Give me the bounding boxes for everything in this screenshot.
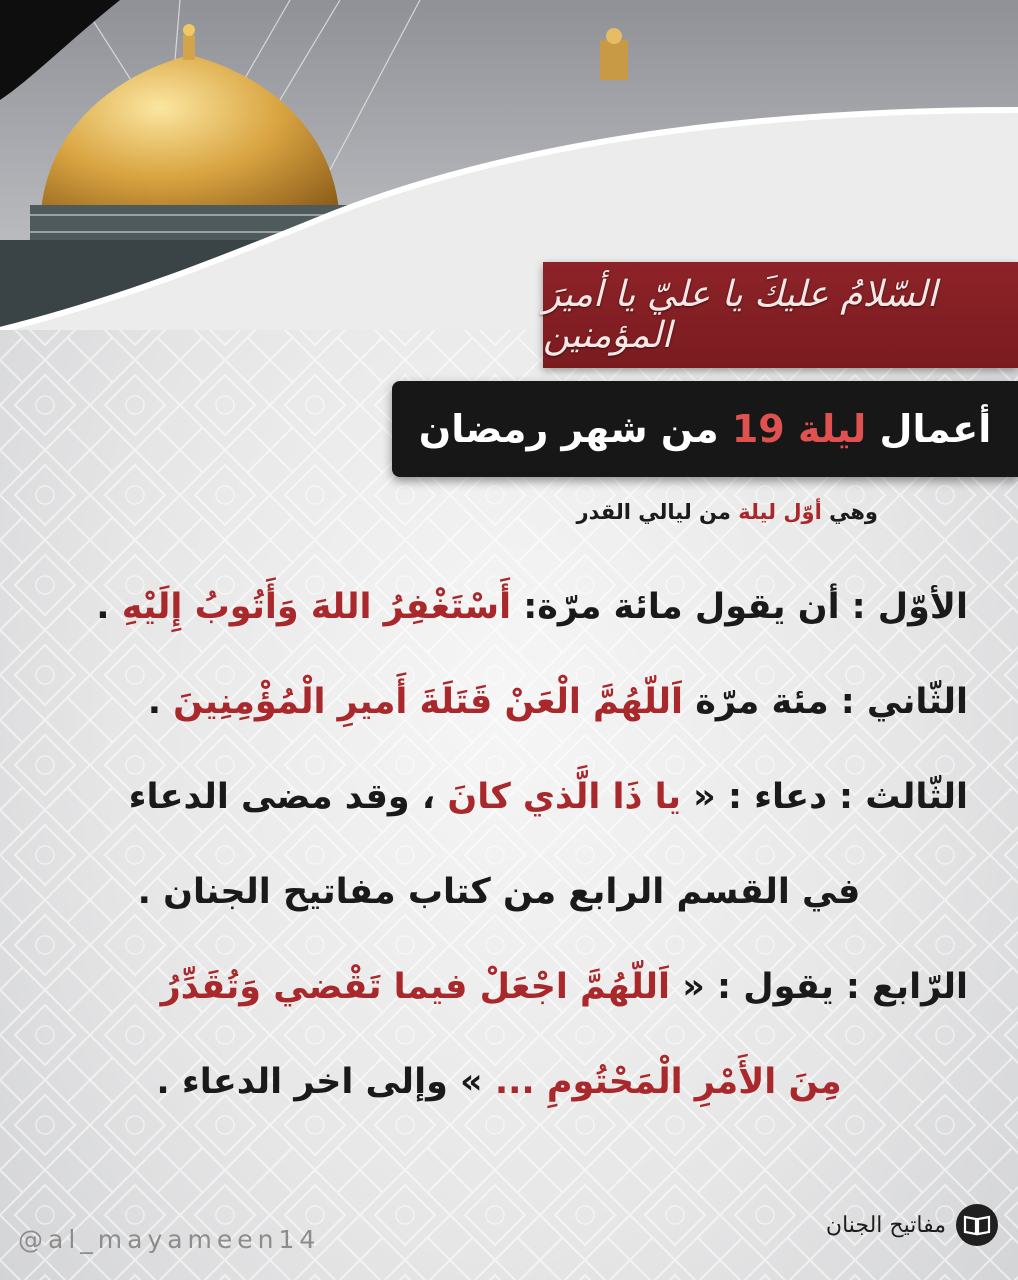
salam-banner (543, 262, 1018, 368)
title-banner (392, 381, 1018, 477)
list-item (30, 940, 968, 1035)
item-dua: يا ذَا الَّذي كانَ (447, 777, 681, 817)
instructions-list (30, 560, 968, 1130)
subtitle (577, 500, 878, 524)
item-dua: أَسْتَغْفِرُ اللهَ وَأَتُوبُ إِلَيْهِ (121, 587, 512, 627)
list-item (30, 655, 968, 750)
salam-calligraphy: السّلامُ عليكَ يا عليّ يا أميرَ المؤمنين (543, 274, 938, 356)
page-title (419, 407, 991, 451)
item-text: يقول : « (682, 967, 834, 1007)
item-text: دعاء : « (693, 777, 828, 817)
title-prefix: أعمال (879, 407, 992, 451)
subtitle-highlight: أوّل ليلة (738, 500, 822, 524)
list-item-continuation (30, 845, 968, 940)
subtitle-suffix: من ليالي القدر (576, 500, 731, 524)
item-dua: اَللّهُمَّ اجْعَلْ فيما تَقْضي وَتُقَدِّرُ (160, 967, 671, 1007)
brand-logo (826, 1200, 998, 1250)
instagram-handle: @al_mayameen14 (18, 1225, 321, 1254)
brand-name: مفاتيح الجنان (825, 1212, 946, 1238)
item-label: الثّاني : (840, 682, 968, 722)
item-text: مئة مرّة (695, 682, 829, 722)
item-tail: ، وقد مضى الدعاء (128, 777, 436, 817)
item-label: الرّابع : (845, 967, 968, 1007)
item-dua: مِنَ الأَمْرِ الْمَحْتُومِ ... (494, 1062, 842, 1102)
item-text: أن يقول مائة مرّة: (523, 587, 840, 627)
item-label: الثّالث : (839, 777, 968, 817)
list-item (30, 750, 968, 845)
title-suffix: من شهر رمضان (418, 407, 719, 451)
item-tail: . (96, 587, 110, 627)
item-text: في القسم الرابع من كتاب مفاتيح الجنان . (137, 872, 861, 912)
item-tail: . (147, 682, 161, 722)
item-dua: اَللّهُمَّ الْعَنْ قَتَلَةَ أَميرِ الْمُؤْمِنِينَ (173, 682, 684, 722)
list-item-continuation (30, 1035, 968, 1130)
item-tail: » وإلى اخر الدعاء . (156, 1062, 483, 1102)
item-label: الأوّل : (851, 587, 968, 627)
list-item (30, 560, 968, 655)
subtitle-prefix: وهي (829, 500, 878, 524)
title-highlight: ليلة 19 (731, 407, 867, 451)
book-icon (956, 1204, 998, 1246)
